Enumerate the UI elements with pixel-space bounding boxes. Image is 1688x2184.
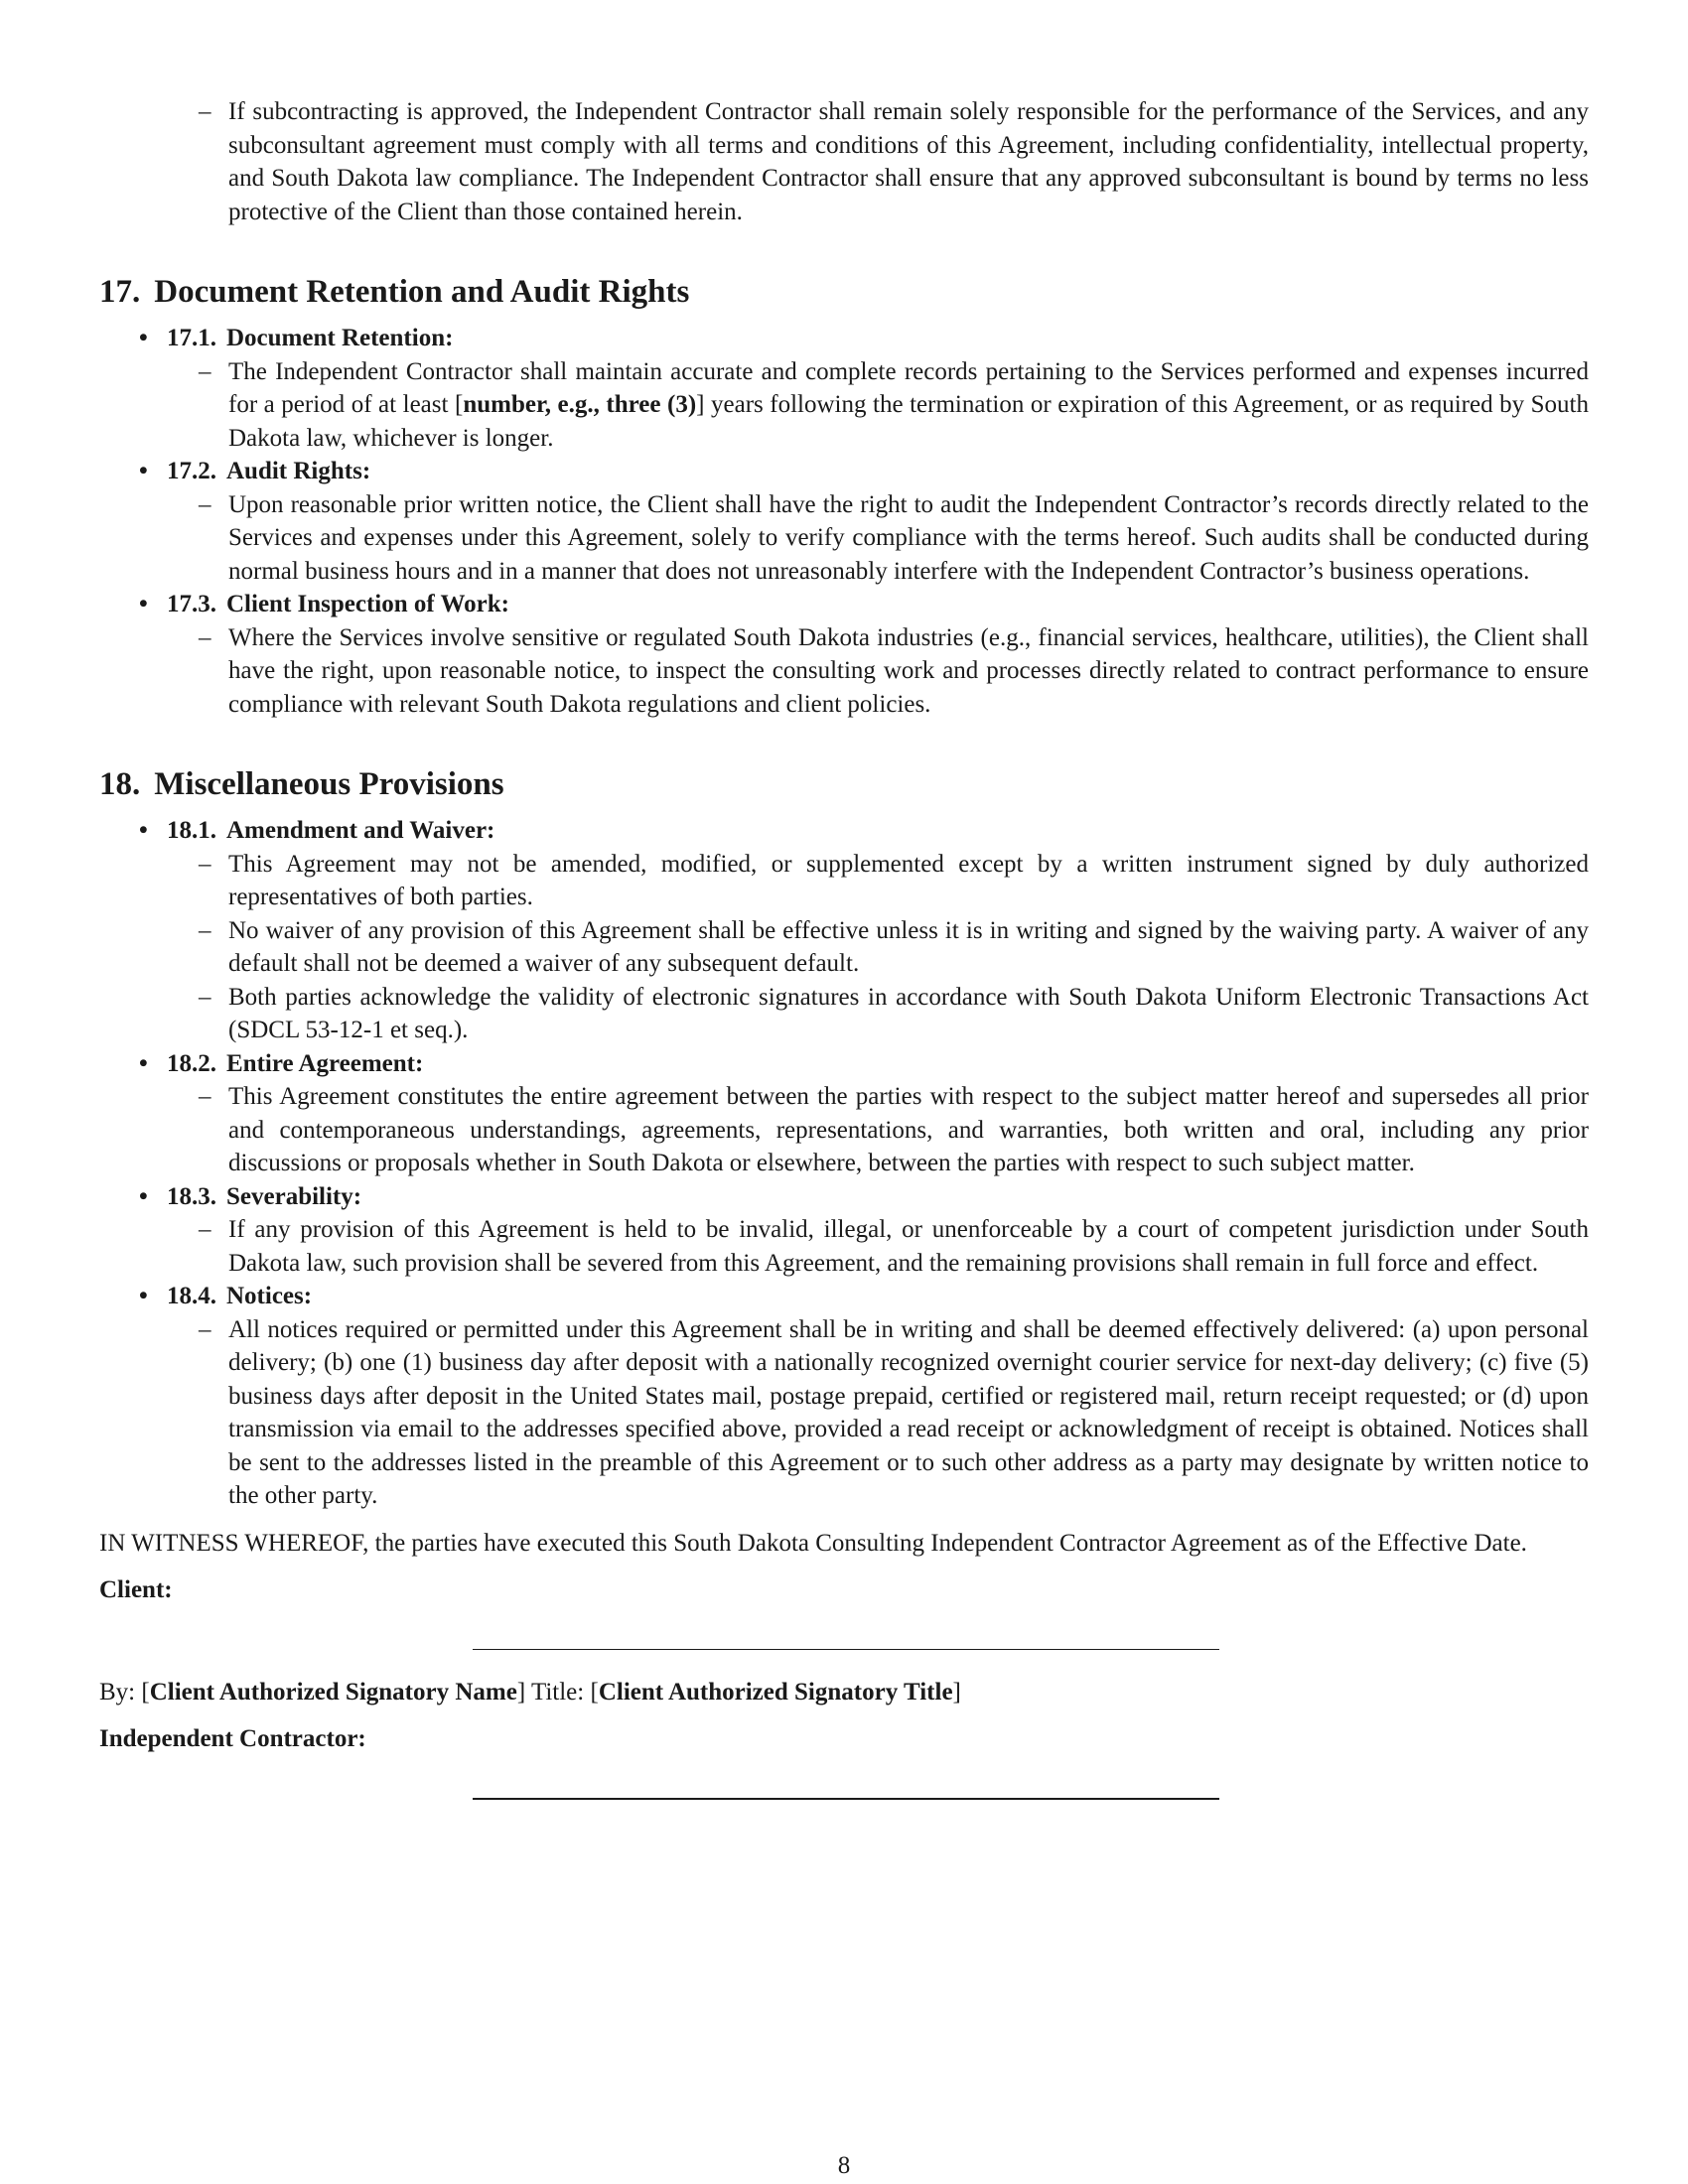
subsection-17-1-heading — [99, 322, 1589, 355]
subsection-18-3-heading — [99, 1180, 1589, 1214]
placeholder-text: number, e.g., three (3) — [463, 391, 697, 418]
dash-marker: – — [199, 98, 211, 125]
section-number: 17. — [99, 274, 141, 310]
subsection-number: 18.1. — [167, 817, 216, 844]
document-retention-clause — [99, 355, 1589, 456]
dash-marker: – — [199, 916, 211, 944]
subsection-number: 17.2. — [167, 458, 216, 484]
bullet-marker: • — [139, 1283, 148, 1309]
clause-text: Upon reasonable prior written notice, the Client shall have the right to audit the Independent Contractor’s records directly related to the Services and expenses under this Agreement, solely to verify compliance with the terms hereof. Such audits shall be conducted during normal business hours and in a manner that does not unreasonably interfere with the Independent Contractor’s business operations. — [228, 490, 1589, 585]
subsection-17-3-heading — [99, 588, 1589, 621]
bullet-marker: • — [139, 1182, 148, 1210]
client-signature-line — [473, 1649, 1219, 1650]
by-label: By: — [99, 1678, 136, 1706]
subsection-17-2-heading — [99, 455, 1589, 488]
section-17-heading — [99, 272, 1589, 312]
bullet-marker: • — [139, 817, 148, 844]
dash-marker: – — [199, 850, 211, 878]
subsection-number: 17.1. — [167, 325, 216, 351]
dash-marker: – — [199, 1216, 211, 1243]
witness-paragraph: IN WITNESS WHEREOF, the parties have executed this South Dakota Consulting Independent Contractor Agreement as of the Effective Date. — [99, 1529, 1527, 1557]
signatory-name-placeholder: Client Authorized Signatory Name — [149, 1678, 517, 1706]
section-number: 18. — [99, 766, 141, 802]
dash-marker: – — [199, 623, 211, 651]
dash-marker: – — [199, 983, 211, 1011]
contractor-signature-line — [473, 1798, 1219, 1800]
title-label: Title: — [530, 1678, 585, 1706]
clause-text: No waiver of any provision of this Agreement shall be effective unless it is in writing and signed by the waiving party. A waiver of any default shall not be deemed a waiver of any subsequent default. — [228, 916, 1589, 977]
clause-text: ] years following the termination or expiration of this Agreement, or as required by South Dakota law, whichever is longer. — [228, 391, 1590, 452]
clause-text: The Independent Contractor shall maintain accurate and complete records pertaining to the Services performed and expenses incurred for a period of at least [ — [228, 357, 1589, 418]
dash-marker: – — [199, 1083, 211, 1110]
subsection-number: 18.4. — [167, 1283, 216, 1309]
subsection-number: 17.3. — [167, 591, 216, 617]
clause-text: If subcontracting is approved, the Independent Contractor shall remain solely responsible for the performance of the Services, and any subconsultant agreement must comply with all terms and conditions of this Agreement, including confidentiality, intellectual property, and South Dakota law compliance. The Independent Contractor shall ensure that any approved subconsultant is bound by terms no less protective of the Client than those contained herein. — [228, 98, 1589, 225]
subsection-title: Audit Rights: — [226, 458, 371, 484]
clause-text: Where the Services involve sensitive or regulated South Dakota industries (e.g., financial services, healthcare, utilities), the Client shall have the right, upon reasonable notice, to inspect the consulting work and processes directly related to contract performance to ensure compliance with relevant South Dakota regulations and client policies. — [228, 623, 1589, 718]
severability-clause — [99, 1213, 1589, 1280]
entire-agreement-clause — [99, 1080, 1589, 1180]
dash-marker: – — [199, 490, 211, 518]
waiver-clause — [99, 914, 1589, 981]
bullet-marker: • — [139, 591, 148, 617]
section-title: Miscellaneous Provisions — [154, 766, 504, 802]
amendment-clause — [99, 848, 1589, 914]
audit-rights-clause — [99, 488, 1589, 589]
subsection-title: Severability: — [226, 1182, 362, 1210]
subsection-18-4-heading — [99, 1280, 1589, 1313]
document-page — [99, 95, 1589, 1800]
dash-marker: – — [199, 1315, 211, 1343]
section-title: Document Retention and Audit Rights — [154, 274, 690, 310]
client-label: Client: — [99, 1576, 173, 1603]
subsection-title: Entire Agreement: — [226, 1049, 424, 1077]
subsection-18-2-heading — [99, 1047, 1589, 1081]
subsection-title: Document Retention: — [226, 325, 454, 351]
signatory-title-placeholder: Client Authorized Signatory Title — [598, 1678, 953, 1706]
signatory-line: By: [Client Authorized Signatory Name] Title: [Client Authorized Signatory Title] — [99, 1678, 961, 1706]
clause-text: This Agreement constitutes the entire agreement between the parties with respect to the subject matter hereof and supersedes all prior and contemporaneous understandings, agreements, representations, and warranties, both written and oral, including any prior discussions or proposals whether in South Dakota or elsewhere, between the parties with respect to such subject matter. — [228, 1083, 1589, 1176]
subsection-title: Client Inspection of Work: — [226, 591, 509, 617]
subsection-number: 18.2. — [167, 1049, 216, 1077]
subcontracting-clause — [99, 95, 1589, 228]
section-18-heading — [99, 764, 1589, 804]
page-number: 8 — [837, 2152, 851, 2179]
subsection-title: Amendment and Waiver: — [226, 817, 495, 844]
clause-text: If any provision of this Agreement is held to be invalid, illegal, or unenforceable by a court of competent jurisdiction under South Dakota law, such provision shall be severed from this Agreement, and the remaining provisions shall remain in full force and effect. — [228, 1216, 1589, 1277]
bullet-marker: • — [139, 1049, 148, 1077]
clause-text: All notices required or permitted under this Agreement shall be in writing and shall be deemed effectively delivered: (a) upon personal delivery; (b) one (1) business day after deposit with a nationally recognized overnight courier service for next-day delivery; (c) five (5) business days after deposit in the United States mail, postage prepaid, certified or registered mail, return receipt requested; or (d) upon transmission via email to the addresses specified above, provided a read receipt or acknowledgment of receipt is obtained. Notices shall be sent to the addresses listed in the preamble of this Agreement or to such other address as a party may designate by written notice to the other party. — [228, 1315, 1589, 1509]
bullet-marker: • — [139, 458, 148, 484]
bullet-marker: • — [139, 325, 148, 351]
dash-marker: – — [199, 357, 211, 385]
notices-clause — [99, 1313, 1589, 1513]
electronic-signatures-clause — [99, 981, 1589, 1047]
clause-text: This Agreement may not be amended, modified, or supplemented except by a written instrument signed by duly authorized representatives of both parties. — [228, 850, 1589, 910]
client-inspection-clause — [99, 621, 1589, 722]
contractor-label: Independent Contractor: — [99, 1725, 366, 1752]
subsection-18-1-heading — [99, 814, 1589, 848]
clause-text: Both parties acknowledge the validity of electronic signatures in accordance with South Dakota Uniform Electronic Transactions Act (SDCL 53-12-1 et seq.). — [228, 983, 1589, 1043]
subsection-number: 18.3. — [167, 1182, 216, 1210]
subsection-title: Notices: — [226, 1283, 313, 1309]
